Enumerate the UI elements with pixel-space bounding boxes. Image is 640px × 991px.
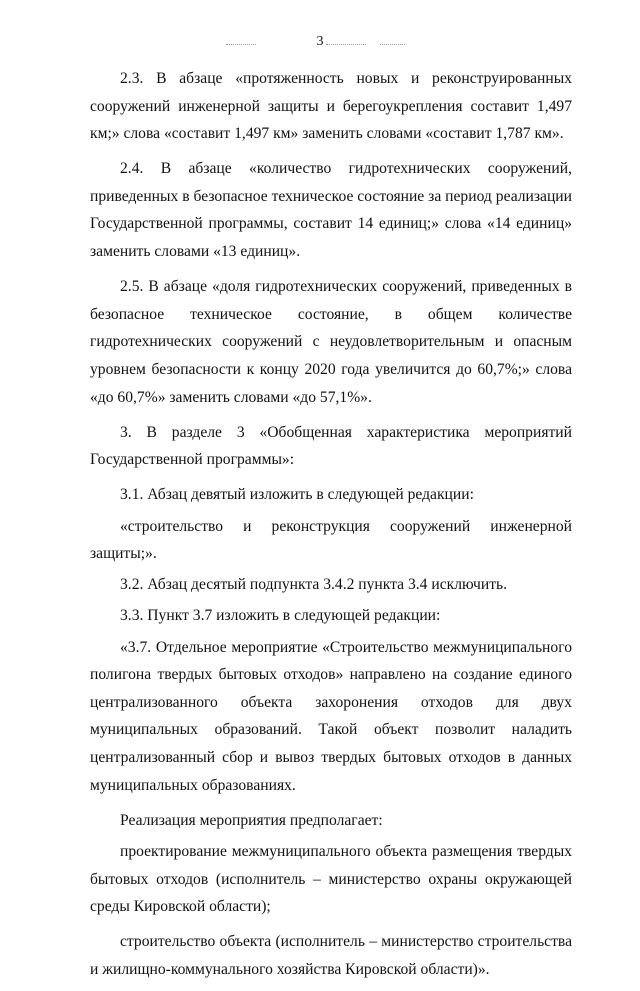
paragraph-2-4: 2.4. В абзаце «количество гидротехнических сооружений, приведенных в безопасное техническое состояние за период реализации Государственной программы, составит 14 единиц;» слова «14 единиц» заменить словами «13 единиц». (90, 160, 572, 261)
page-number: 3 (316, 34, 324, 49)
paragraph-3-3: 3.3. Пункт 3.7 изложить в следующей редакции: (120, 607, 441, 625)
paragraph-3-1-text: «строительство и реконструкция сооружений инженерной защиты;». (90, 517, 572, 563)
paragraph-implementation: Реализация мероприятия предполагает: (120, 811, 383, 829)
paragraph-3-7-text: «3.7. Отдельное мероприятие «Строительство межмуниципального полигона твердых бытовых отходов» направлено на создание единого централизованного объекта захоронения отходов для двух муниципальных образований. Такой объект позволит наладить централизованный сбор и вывоз твердых бытовых отходов в данных муниципальных образованиях. (90, 638, 572, 794)
document-body (90, 65, 572, 991)
paragraph-construction: строительство объекта (исполнитель – министерство строительства и жилищно-коммунального хозяйства Кировской области)». (90, 933, 572, 978)
scan-artifact (380, 44, 405, 46)
paragraph-2-5: 2.5. В абзаце «доля гидротехнических сооружений, приведенных в безопасное техническое состояние, в общем количестве гидротехнических сооружений с неудовлетворительным и опасным уровнем безопасности к концу 2020 года увеличится до 60,7%;» слова «до 60,7%» заменить словами «до 57,1%». (90, 278, 572, 406)
paragraph-2-3: 2.3. В абзаце «протяженность новых и реконструированных сооружений инженерной защиты и берегоукрепления составит 1,497 км;» слова «составит 1,497 км» заменить словами «составит 1,787 км». (90, 70, 572, 143)
paragraph-3-2: 3.2. Абзац десятый подпункта 3.4.2 пункта 3.4 исключить. (120, 576, 508, 594)
paragraph-3: 3. В разделе 3 «Обобщенная характеристика мероприятий Государственной программы»: (90, 423, 572, 469)
scan-artifact (326, 44, 366, 46)
paragraph-design: проектирование межмуниципального объекта размещения твердых бытовых отходов (исполнитель – министерство охраны окружающей среды Кировской области); (90, 842, 572, 916)
paragraph-3-1: 3.1. Абзац девятый изложить в следующей редакции: (120, 486, 474, 504)
